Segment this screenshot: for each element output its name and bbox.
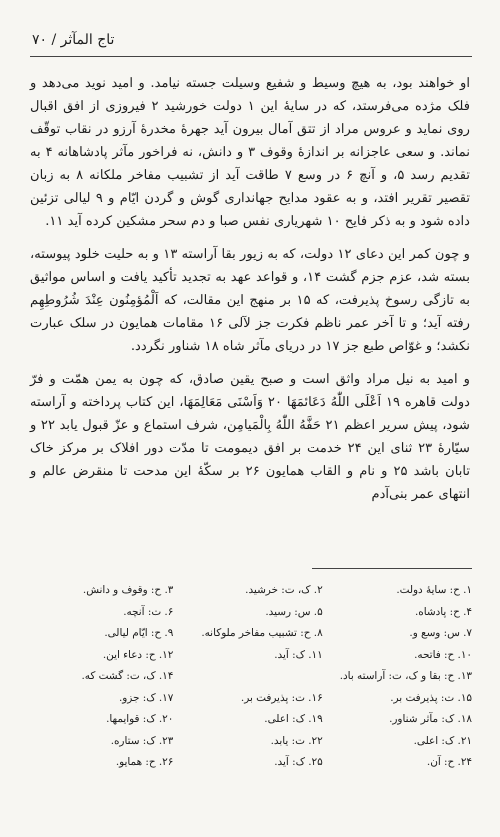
footnotes	[30, 580, 472, 774]
main-text	[30, 72, 470, 516]
footnote: ۱۷. ک: جزو.	[118, 691, 174, 704]
footnote: ۳. ح: وقوف و دانش.	[82, 584, 174, 596]
paragraph: و امید به نیل مراد واثق است و صبح یقین صادق، که چون به یمن همّت و فرّ دولت قاهره ۱۹ اَعْلَی اللّٰهُ دَعَائمَهَا ۲۰ وَاَسْنَی مَعَالِمَهَا، این کتاب پرداخته و آراسته شود، پیش سریر اعظم ۲۱ حَفَّهُ اللّٰهُ بِالْمَیامِن، شرف استماع و عزّ قبول یابد ۲۲ و سیّارهٔ ۲۳ ثنای این ۲۴ خدمت بر افق دیمومت تا مدّت دور افلاک بر مرکز خاک تابان باشد ۲۵ و نام و القاب همایون ۲۶ بر سکّهٔ این مدحت تا منقرض عالم و انتهای عمر بنی‌آدم	[30, 372, 471, 502]
footnote: ۱۴. ک، ت: گشت که.	[81, 670, 174, 682]
footnote: ۲۰. ک: قوایمها.	[106, 713, 174, 725]
footnote: ۱۳. ح: بقا و ک، ت: آراسته باد.	[339, 670, 472, 682]
footnote: ۵. س: رسید.	[265, 605, 323, 618]
running-title: تاج المآثر / ٧٠	[32, 32, 115, 48]
footnote: ۱۶. ت: پذیرفت بر.	[240, 691, 323, 704]
footnote: ۷. س: وسع و.	[409, 627, 472, 639]
page-header	[32, 32, 472, 48]
footnote: ۱۹. ک: اعلی.	[264, 713, 323, 725]
footnote-rule	[312, 568, 472, 569]
footnote: ۲۴. ح: آن.	[426, 756, 472, 768]
footnote: ۱۲. ح: دعاء این.	[102, 648, 174, 661]
paragraph: او خواهند بود، به هیچ وسیط و شفیع وسیلت جسته نیامد. و امید نوید می‌دهد و فلک مژده می‌فرستد، که در سایهٔ این ۱ دولت خورشید ۲ فیروزی از افق اقبال روی نماید و عروس مراد از تتق آمال بیرون آید جهرهٔ مخدرهٔ آرزو در نقاب توقّف نماند. و سعی عاجزانه بر اندازهٔ وقوف ۳ و دانش، نه فراخور مآثر پادشاهانه ۴ به تقدیم رسد ۵، و آنچ ۶ در وسع ۷ طاقت آید از تشبیب مفاخر ملکانه ۸ به زبان تقصیر تقریر افتد، و به عقود مدایح جهانداری گوش و گردن ایّام و ۹ لیالی تزئین داده شود و به ذکر فایح ۱۰ شهریاری نفس صبا و دم سحر مشکین کرده آید ۱۱.	[30, 76, 471, 229]
footnote: ۲۳. ک: ستاره.	[110, 734, 174, 747]
footnote: ۲۱. ک: اعلی.	[413, 734, 472, 747]
footnote: ۲۶. ح: همایو.	[115, 756, 174, 768]
footnote: ۱۰. ح: فاتحه.	[414, 648, 472, 661]
footnote: ۲۵. ک: آید.	[274, 756, 323, 768]
footnote: ۱. ح: سایهٔ دولت.	[396, 584, 472, 596]
footnote	[179, 666, 322, 688]
footnote: ۴. ح: پادشاه.	[414, 605, 472, 618]
footnote: ۲. ک، ت: خرشید.	[245, 584, 323, 596]
footnote: ۱۱. ک: آید.	[274, 648, 323, 661]
footnote: ۶. ت: آنچه.	[123, 605, 174, 618]
footnote: ۱۸. ک: مآثر شناور.	[389, 713, 472, 725]
footnote: ۸. ح: تشبیب مفاخر ملوکانه.	[201, 627, 323, 639]
footnote: ۱۵. ت: پذیرفت بر.	[390, 691, 472, 704]
footnote: ۹. ح: ایّام لیالی.	[104, 627, 174, 639]
paragraph: و چون کمر این دعای ۱۲ دولت، که به زیور بقا آراسته ۱۳ و به حلیت خلود پیوسته، بسته شد، عزم جزم گشت ۱۴، و قواعد عهد به تجدید تأکید یافت و اساس مواثیق به تازگی رسوخ پذیرفت، که ۱۵ بر منهج این مقالت، که اَلْمُؤمِنُون عِنْدَ شُرُوطِهِم رفته آید؛ و تا آخر عمر ناظم فکرت جز لآلی ۱۶ مقامات همایون در سلک عبارت نکشد؛ و غوّاص طبع جز ۱۷ در دریای مآثر شاه ۱۸ شناور نگردد.	[30, 247, 470, 354]
footnote: ۲۲. ت: یابد.	[270, 734, 323, 747]
header-rule	[30, 56, 472, 57]
